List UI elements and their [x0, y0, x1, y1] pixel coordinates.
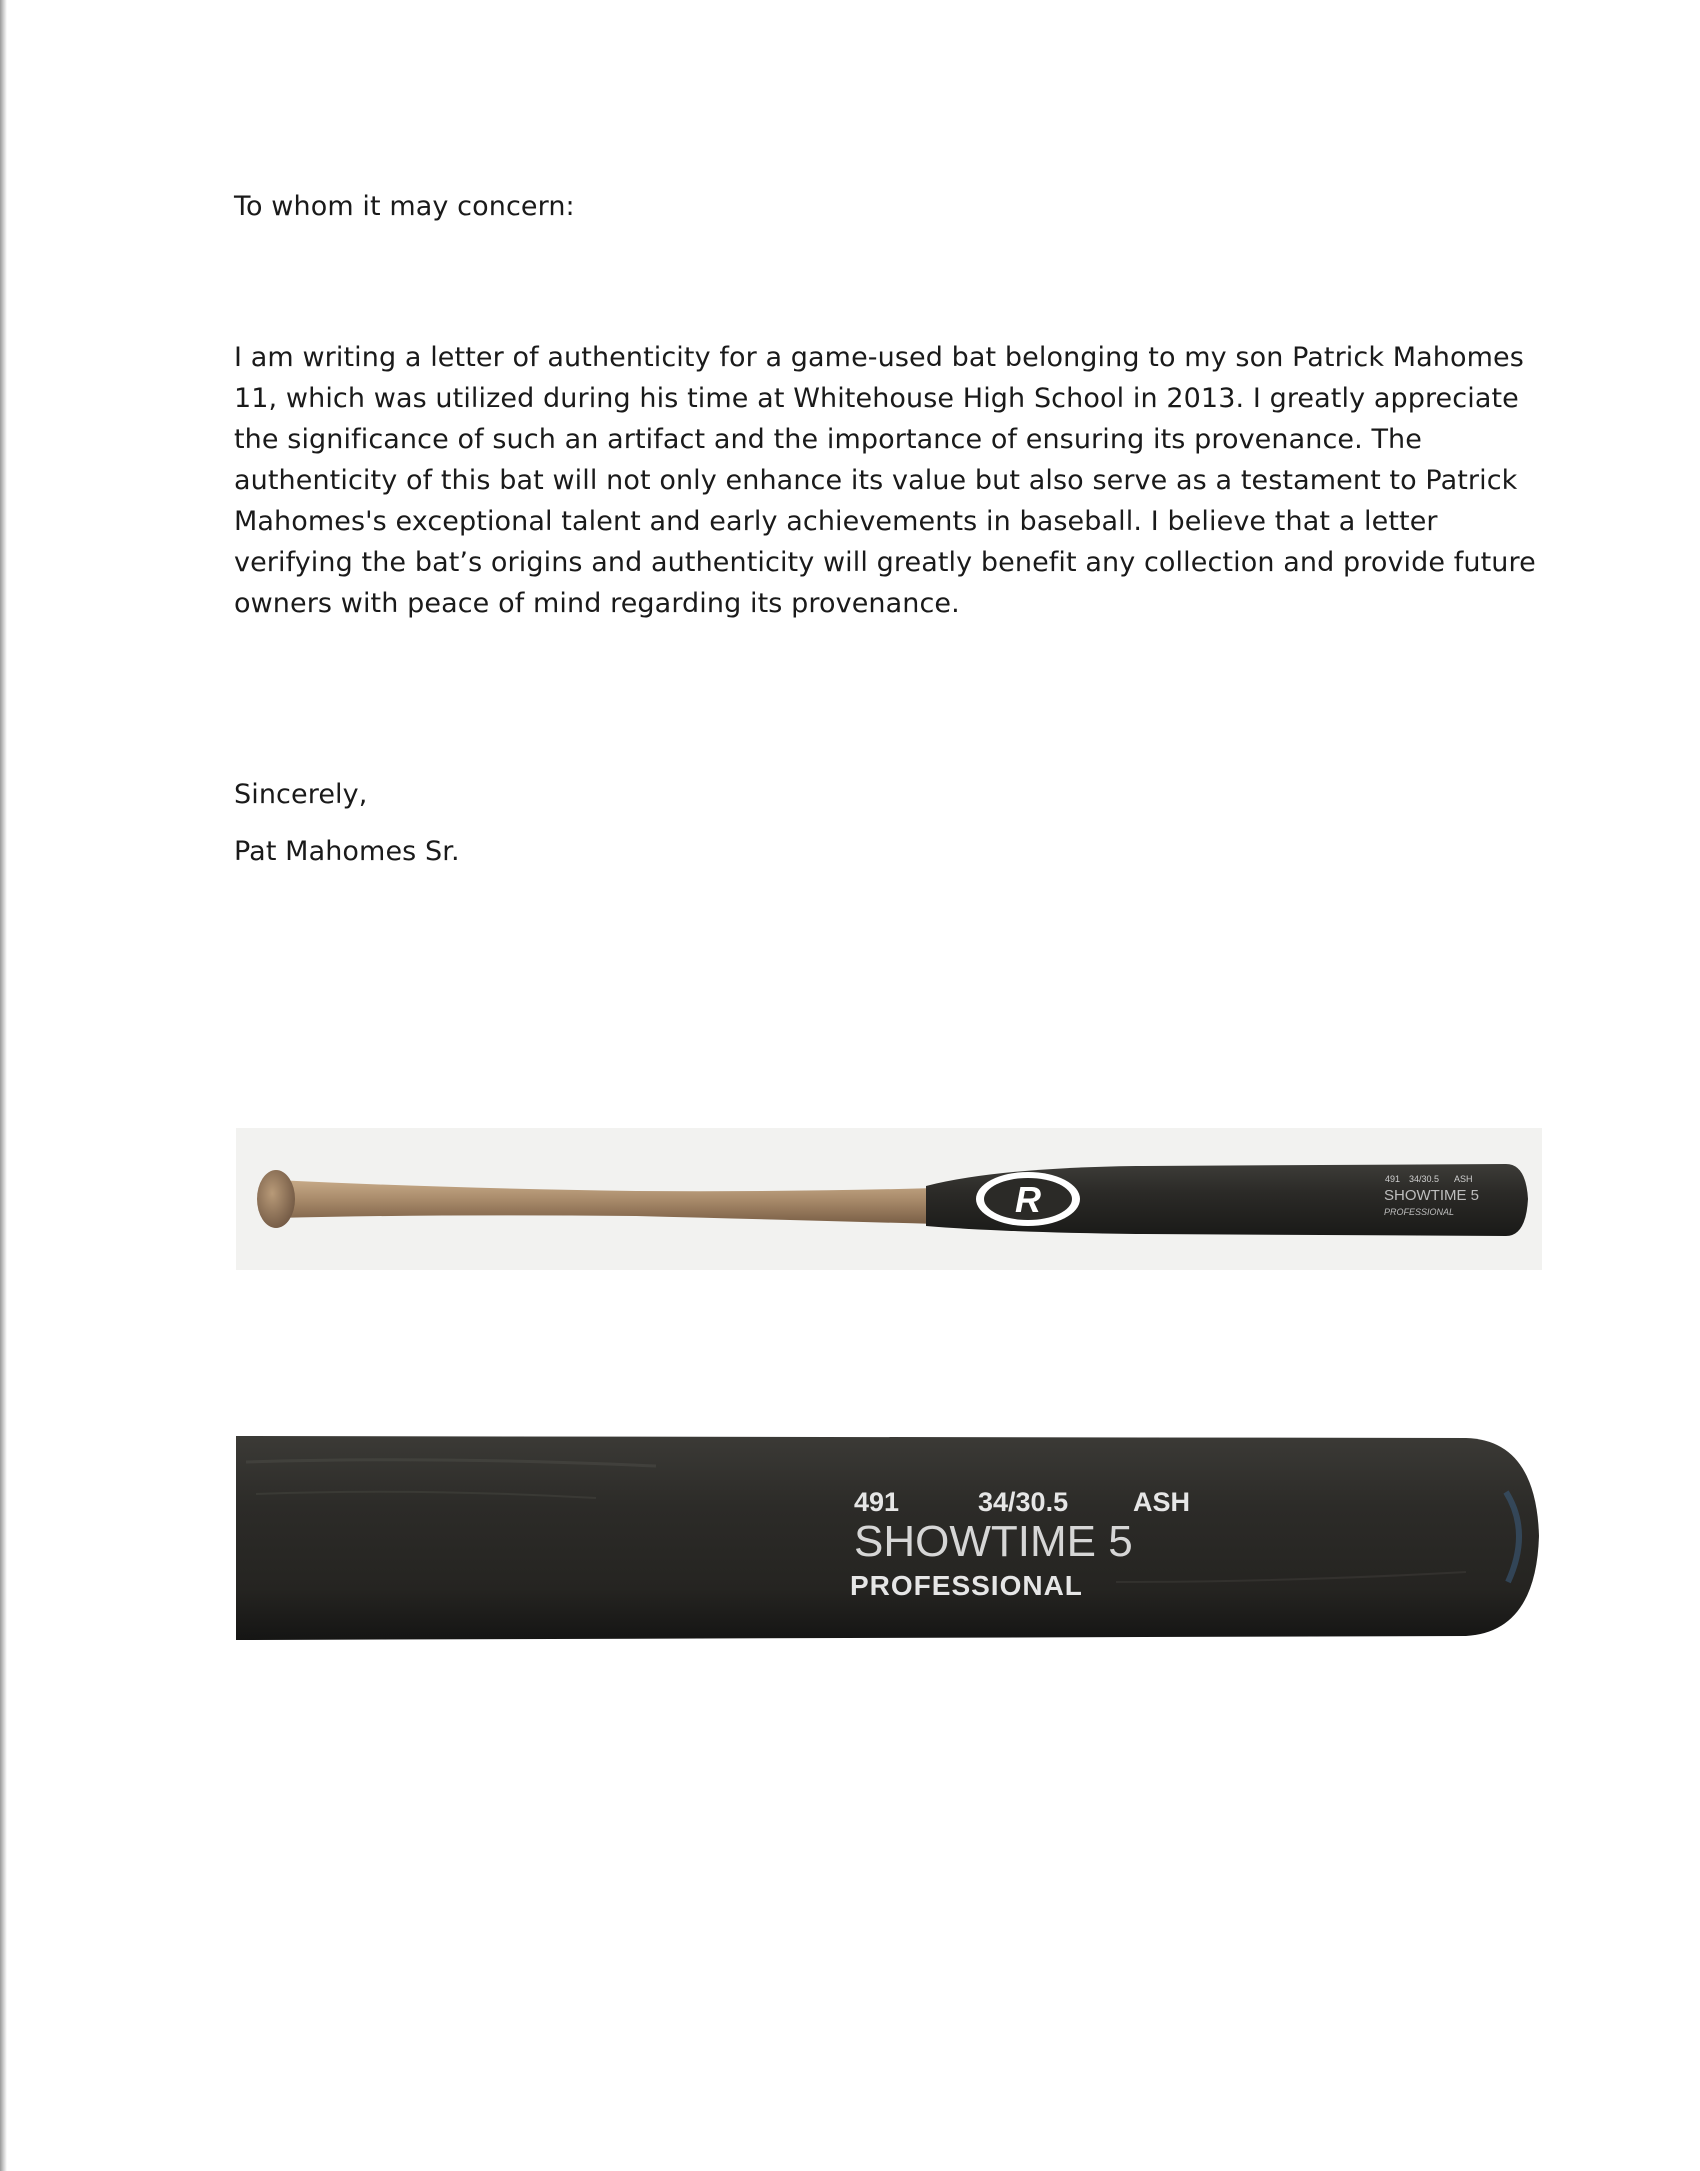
closing: Sincerely,: [234, 779, 368, 810]
scan-edge: [0, 0, 7, 2171]
bat-name-small: SHOWTIME 5: [1384, 1187, 1480, 1204]
bat-model-small: 491: [1385, 1174, 1401, 1184]
bat-size: 34/30.5: [978, 1487, 1069, 1517]
bat-closeup-photo: [236, 1432, 1542, 1644]
bat-closeup-illustration: [236, 1432, 1542, 1644]
signer-name: Pat Mahomes Sr.: [234, 836, 460, 867]
bat-name: SHOWTIME 5: [854, 1517, 1133, 1566]
letter-body: I am writing a letter of authenticity for a game-used bat belonging to my son Patrick Mahomes 11, which was utilized during his time at Whitehouse High School in 2013. I greatly appreciate the significance of such an artifact and the importance of ensuring its provenance. The authenticity of this bat will not only enhance its value but also serve as a testament to Patrick Mahomes's exceptional talent and early achievements in baseball. I believe that a letter verifying the bat’s origins and authenticity will greatly benefit any collection and provide future owners with peace of mind regarding its provenance.: [234, 342, 1536, 619]
bat-grade: PROFESSIONAL: [850, 1570, 1083, 1601]
bat-handle: [276, 1180, 936, 1224]
bat-photo: [236, 1128, 1542, 1270]
letter: [234, 186, 1544, 872]
bat-size-small: 34/30.5: [1409, 1174, 1440, 1184]
bat-knob: [257, 1170, 295, 1228]
bat-grade-small: PROFESSIONAL: [1384, 1207, 1455, 1217]
bat-wood-small: ASH: [1454, 1174, 1473, 1184]
bat-model: 491: [854, 1487, 900, 1517]
salutation: To whom it may concern:: [234, 191, 575, 222]
svg-text:R: R: [1015, 1179, 1041, 1220]
bat-illustration: [236, 1128, 1542, 1270]
bat-wood: ASH: [1133, 1487, 1191, 1517]
rawlings-r-logo-icon: [976, 1172, 1080, 1226]
